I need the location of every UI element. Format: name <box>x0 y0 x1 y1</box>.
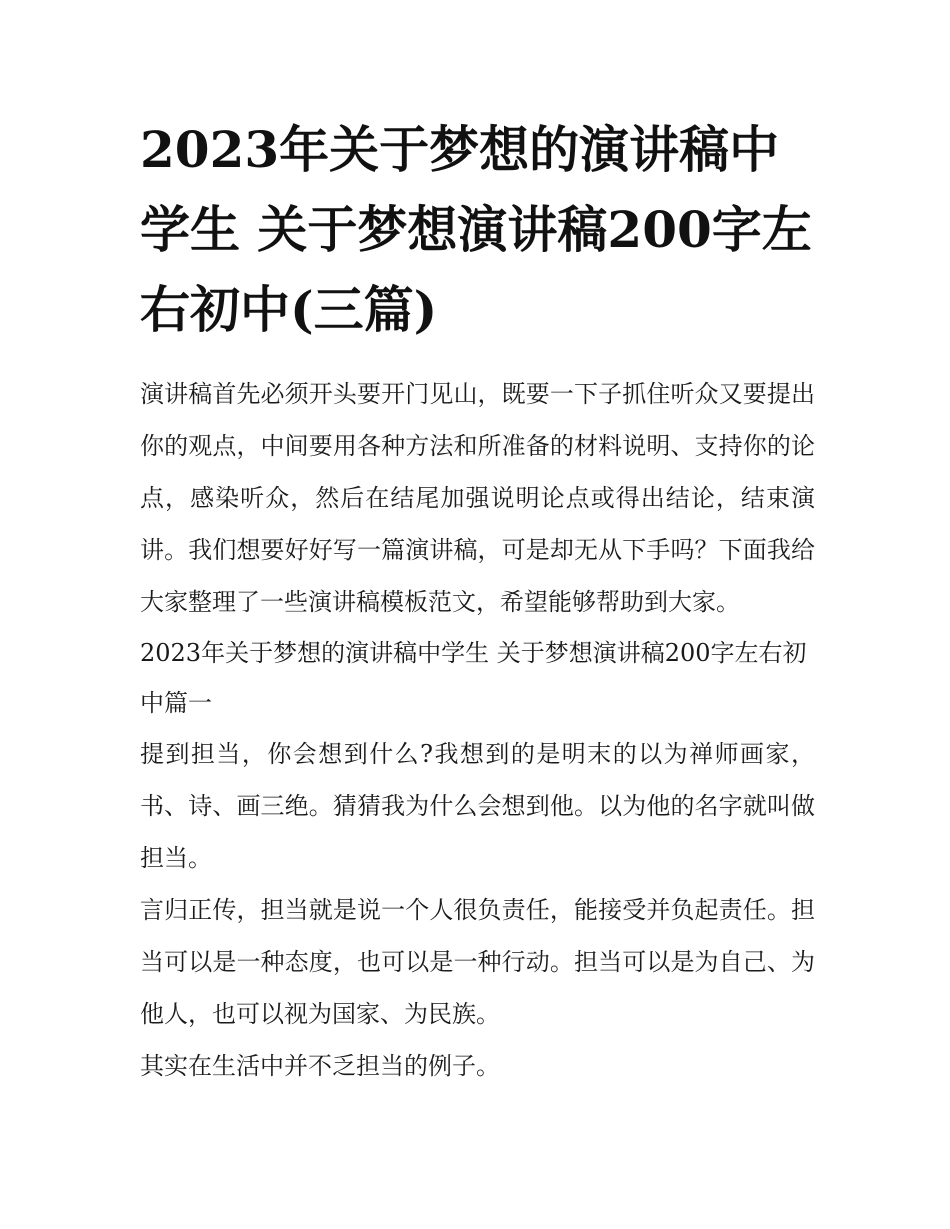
section-heading: 2023年关于梦想的演讲稿中学生 关于梦想演讲稿200字左右初中篇一 <box>140 639 807 717</box>
body-paragraph-3: 其实在生活中并不乏担当的例子。 <box>140 1052 500 1080</box>
body-paragraph-2: 言归正传，担当就是说一个人很负责任，能接受并负起责任。担当可以是一种态度，也可以是一种行动。担当可以是为自己、为他人，也可以视为国家、为民族。 <box>140 896 815 1028</box>
intro-paragraph: 演讲稿首先必须开头要开门见山，既要一下子抓住听众又要提出你的观点，中间要用各种方法和所准备的材料说明、支持你的论点，感染听众，然后在结尾加强说明论点或得出结论，结束演讲。我们想要好好写一篇演讲稿，可是却无从下手吗？下面我给大家整理了一些演讲稿模板范文，希望能够帮助到大家。 <box>140 380 815 616</box>
document-content <box>140 110 815 1092</box>
document-title: 2023年关于梦想的演讲稿中学生 关于梦想演讲稿200字左右初中(三篇) <box>140 120 812 339</box>
body-paragraph-1: 提到担当，你会想到什么?我想到的是明末的以为禅师画家，书、诗、画三绝。猜猜我为什么会想到他。以为他的名字就叫做担当。 <box>140 740 815 872</box>
